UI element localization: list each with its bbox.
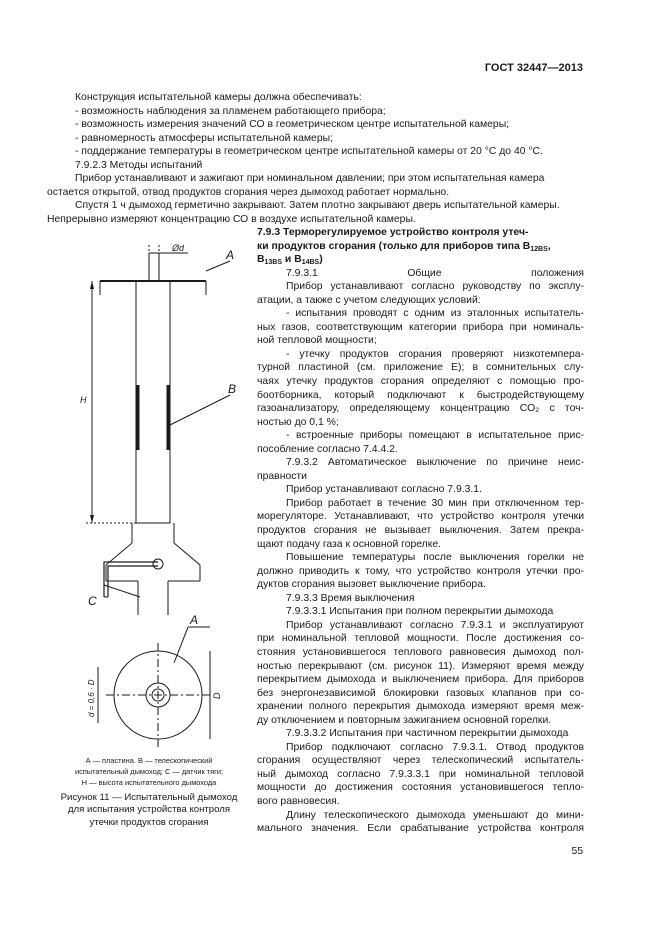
text-line: мального значения. Если срабатывание устройства контроля [257,823,584,835]
text-line: - возможность наблюдения за пламенем работающего прибора; [75,105,386,117]
hood [174,543,200,565]
text-line: - встроенные приборы помещают в испытательное прис- [286,430,584,442]
leader-a [206,261,230,271]
figure-legend [60,755,238,788]
right-column-lines [257,267,584,836]
text-line: должно приводить к тому, что устройство контроля утечки про- [257,565,584,577]
text-line: 7.9.3.1 Общие положения [286,267,584,279]
section-heading: 7.9.3 Терморегулируемое устройство контроля утеч- [257,227,529,238]
text-line: правности [257,470,307,482]
text-line: хранении полного перекрытия дымохода измеряют время меж- [257,701,584,713]
label-big-d: D [212,692,222,699]
arrowhead [90,281,94,289]
text-line: ностью до 0,1 %; [257,416,339,428]
text-line: Прибор устанавливают согласно 7.9.3.1 и эксплуатируют [286,619,584,631]
methods-paragraph [47,172,587,226]
text-line: сгорания осуществляют через телескопический испытатель- [257,755,584,767]
leader-b [170,395,230,425]
text-line: боотборника, который подключают к быстродействующему [257,389,584,401]
label-h: Н [80,395,87,405]
right-column [257,226,584,836]
caption-line: Рисунок 11 — Испытательный дымоход [60,792,238,803]
label-c: С [88,594,97,608]
text-line: Непрерывно измеряют концентрацию СО в воздухе испытательной камеры. [47,213,416,225]
text-line: остается открытой, отвод продуктов сгорания через дымоход работает нормально. [47,186,450,198]
text-line: стояния установившегося теплового равновесия дымоход пол- [257,646,584,658]
section-heading: $В_{13BS}$ и $В_{14BS}$) [257,254,323,267]
text-line: Спустя 1 ч дымоход герметично закрывают. Затем плотно закрывают дверь испытательной камеры. [75,200,560,212]
text-line: вого равновесия. [257,795,340,807]
text-line: 7.9.3.2 Автоматическое выключение по причине неис- [286,457,584,469]
text-line: - утечку продуктов сгорания проверяют низкотемпера- [286,348,584,360]
caption-line: утечки продуктов сгорания [89,816,209,828]
text-line: ду отключением и повторным зажиганием основной горелки. [257,714,552,726]
label-d-ratio: d = 0,6 · D [87,679,96,717]
text-line: при номинальной тепловой мощности. После достижения со- [257,633,584,645]
legend-line: испытательный дымоход; С — датчик тяги; [74,767,223,776]
text-line: 7.9.3.3.2 Испытания при частичном перекрытии дымохода [286,728,569,740]
arrowhead [90,515,94,523]
leader-c [104,585,140,597]
text-line: Прибор устанавливают и зажигают при номинальном давлении; при этом испытательная камера [75,173,545,184]
text-line: продуктов сгорания не вызывает выключения. Затем прекра- [257,525,584,537]
text-line: Длину телескопического дымохода уменьшают до мини- [286,809,584,821]
legend-line: Н — высота испытательного дымохода [81,778,217,787]
text-line: 7.9.3.3.1 Испытания при полном перекрытии дымохода [286,606,554,618]
legend-line: А — пластина. В — телескопический [85,756,213,765]
text-line: - испытания проводят с одним из эталонных испытатель- [286,308,584,320]
text-line: ной тепловой мощности; [257,335,377,347]
text-line: ностью перекрывают (см. рисунок 11). Измеряют время между [257,660,584,672]
section-heading: ки продуктов сгорания (только для приборов типа $В_{12BS}$, [257,240,551,253]
text-line: Прибор подключают согласно 7.9.3.1. Отвод продуктов [286,741,584,753]
text-line: - поддержание температуры в геометрическом центре испытательной камеры от 20 °С до 40 °С. [75,146,543,158]
text-line: мощности до достижения состояния установившегося тепло- [257,782,584,794]
text-line: без энергонезависимой блокировки газовых клапанов при со- [257,687,584,699]
label-diameter-d: Ød [172,243,185,253]
text-line: дуктов сгорания вызовет выключение прибора. [257,579,486,591]
label-b: В [228,382,237,396]
text-line: турной пластиной (см. приложение Е); в сомнительных слу- [257,362,584,374]
text-line: чаях утечку продуктов сгорания определяют с помощью про- [257,376,584,388]
standard-number: ГОСТ 32447—2013 [484,62,583,74]
page-number: 55 [571,846,583,857]
text-line: Повышение температуры после выключения горелки не [286,552,584,564]
text-line: ных газов, соответствующим категории прибора при номиналь- [257,321,584,333]
text-line: щают подачу газа к основной горелке. [257,538,442,550]
text-line: - возможность измерения значений СО в геометрическом центре испытательной камеры; [75,119,510,131]
text-line: атации, а также с учетом следующих условий: [257,294,481,306]
section-heading: 7.9.2.3 Методы испытаний [75,159,203,171]
text-line: 7.9.3.3 Время выключения [286,592,415,604]
text-line: Прибор устанавливают согласно 7.9.3.1. [286,484,482,496]
caption-line: для испытания устройства контроля [67,804,231,816]
text-line: перекрытием дымохода и выключением прибора. Для приборов [257,674,584,686]
text-line: - равномерность атмосферы испытательной камеры; [75,132,333,144]
top-text-block [75,91,585,173]
text-line: ный дымоход согласно 7.9.3.3.1 при номинальной тепловой [257,768,584,780]
text-line: Прибор устанавливают согласно руководству по эксплу- [286,281,584,293]
figure-caption [60,792,238,829]
label-a: А [226,248,235,262]
figure-11-drawing [60,235,240,755]
draught-sensor-probe [104,562,158,597]
text-line: Прибор работает в течение 30 мин при отключенном тер- [286,497,584,509]
sensor-port [153,559,163,569]
text-line: пособление согласно 7.4.4.2. [257,443,398,455]
text-line: газоанализатору, определяющему концентрацию СО₂ с точ- [257,403,584,415]
text-line: морегуляторе. Устанавливают, что устройство контроля утечки [257,511,584,523]
label-a-plan: А [190,613,199,627]
text-line: Конструкция испытательной камеры должна обеспечивать: [75,92,362,103]
